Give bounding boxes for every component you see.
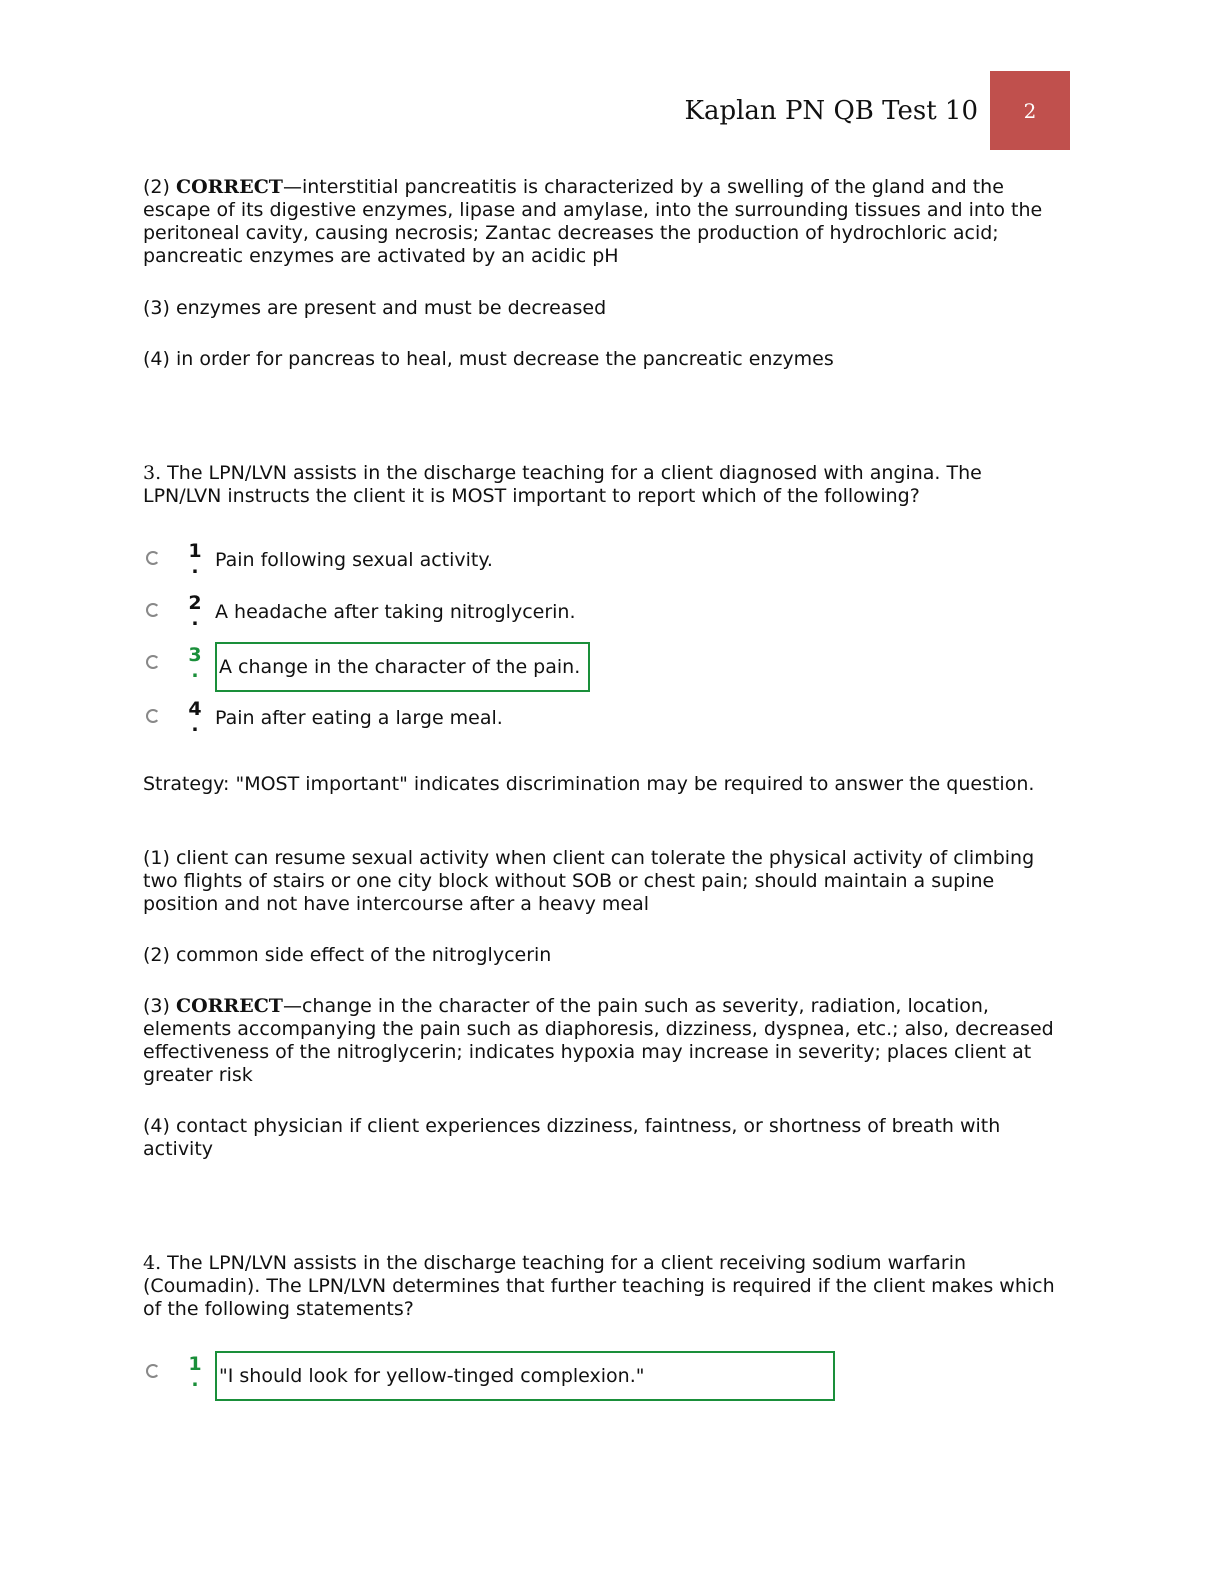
option-number xyxy=(187,1353,203,1391)
question-number: 3. xyxy=(143,462,162,484)
option-num-label: 1 xyxy=(188,1353,202,1375)
option-num-dot: . xyxy=(191,608,199,630)
radio-icon[interactable] xyxy=(146,655,160,669)
question-number: 4. xyxy=(143,1252,162,1274)
q3-rationale-3 xyxy=(143,995,1063,1087)
option-num-dot: . xyxy=(191,714,199,736)
q3-option-3-correct[interactable] xyxy=(143,644,1063,694)
option-number xyxy=(187,540,203,578)
radio-icon[interactable] xyxy=(146,709,160,723)
option-num-label: 2 xyxy=(188,592,202,614)
rationale-prefix: (3) xyxy=(143,995,176,1017)
q3-stem xyxy=(143,462,1063,508)
q3-rationale-2: (2) common side effect of the nitroglycerin xyxy=(143,944,552,966)
rationale-prefix: (2) xyxy=(143,176,176,198)
q2-rationale-2 xyxy=(143,176,1063,268)
option-num-label: 3 xyxy=(188,644,202,666)
radio-icon[interactable] xyxy=(146,603,160,617)
option-number xyxy=(187,698,203,736)
radio-icon[interactable] xyxy=(146,551,160,565)
question-text: The LPN/LVN assists in the discharge teaching for a client receiving sodium warfarin (Coumadin). The LPN/LVN determines that further teaching is required if the client makes which of the following statements? xyxy=(143,1252,1055,1320)
q2-rationale-4: (4) in order for pancreas to heal, must decrease the pancreatic enzymes xyxy=(143,348,834,370)
option-text: Pain following sexual activity. xyxy=(215,549,493,571)
q3-rationale-1: (1) client can resume sexual activity when client can tolerate the physical activity of climbing two flights of stairs or one city block without SOB or chest pain; should maintain a supine position and not have intercourse after a heavy meal xyxy=(143,847,1035,915)
option-text: Pain after eating a large meal. xyxy=(215,707,503,729)
option-text: A change in the character of the pain. xyxy=(215,642,590,692)
radio-icon[interactable] xyxy=(146,1364,160,1378)
rationale-text: —interstitial pancreatitis is characterized by a swelling of the gland and the escape of its digestive enzymes, lipase and amylase, into the surrounding tissues and into the peritoneal cavity, causing necrosis; Zantac decreases the production of hydrochloric acid; pancreatic enzymes are activated by an acidic pH xyxy=(143,176,1043,267)
option-num-dot: . xyxy=(191,1369,199,1391)
q2-rationale-3: (3) enzymes are present and must be decreased xyxy=(143,297,607,319)
correct-label: CORRECT xyxy=(175,176,283,198)
q4-stem xyxy=(143,1252,1063,1321)
rationale-text: —change in the character of the pain such as severity, radiation, location, elements accompanying the pain such as diaphoresis, dizziness, dyspnea, etc.; also, decreased effectiveness of the nitroglycerin; indicates hypoxia may increase in severity; places client at greater risk xyxy=(143,995,1054,1086)
option-number xyxy=(187,644,203,682)
option-text: "I should look for yellow-tinged complexion." xyxy=(215,1351,835,1401)
header-title: Kaplan PN QB Test 10 xyxy=(684,96,978,126)
option-num-dot: . xyxy=(191,556,199,578)
option-number xyxy=(187,592,203,630)
option-num-label: 1 xyxy=(188,540,202,562)
correct-label: CORRECT xyxy=(175,995,283,1017)
page-number-box xyxy=(990,71,1070,150)
option-num-dot: . xyxy=(191,660,199,682)
option-text: A headache after taking nitroglycerin. xyxy=(215,601,576,623)
page-number: 2 xyxy=(1023,98,1037,123)
q3-option-1[interactable] xyxy=(143,540,1063,590)
q3-strategy: Strategy: "MOST important" indicates discrimination may be required to answer the question. xyxy=(143,773,1035,795)
option-num-label: 4 xyxy=(188,698,202,720)
q3-rationale-4: (4) contact physician if client experiences dizziness, faintness, or shortness of breath with activity xyxy=(143,1115,1001,1160)
question-text: The LPN/LVN assists in the discharge teaching for a client diagnosed with angina. The LPN/LVN instructs the client it is MOST important to report which of the following? xyxy=(143,462,982,507)
q3-option-2[interactable] xyxy=(143,592,1063,642)
q3-option-4[interactable] xyxy=(143,698,1063,748)
q4-option-1-correct[interactable] xyxy=(143,1353,1063,1403)
